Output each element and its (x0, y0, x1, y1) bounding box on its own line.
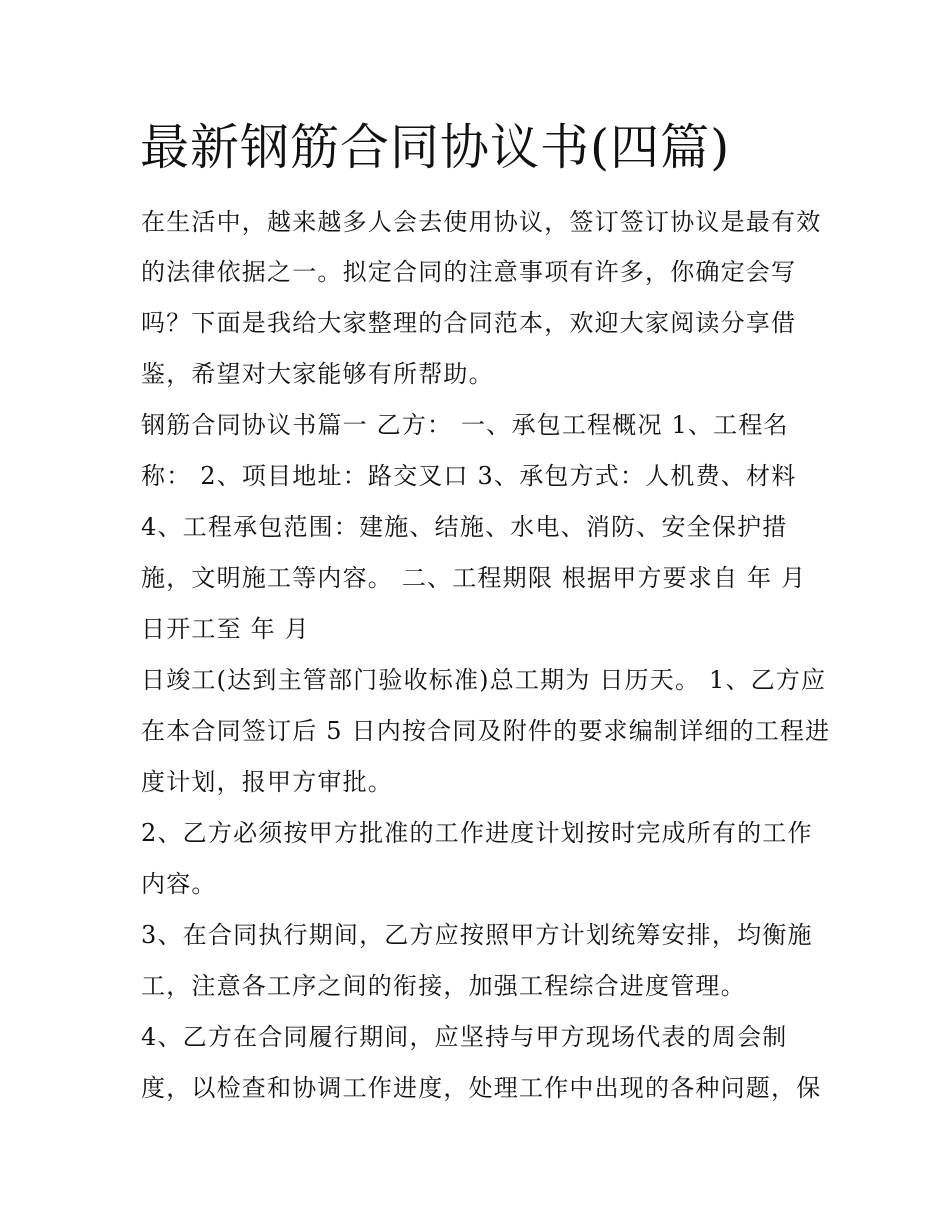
paragraph-line: 内容。 (141, 870, 217, 898)
paragraph-line: 度，以检查和协调工作进度，处理工作中出现的各种问题，保 (141, 1074, 822, 1102)
paragraph-line: 4、乙方在合同履行期间，应坚持与甲方现场代表的周会制 (141, 1023, 788, 1051)
document-title: 最新钢筋合同协议书(四篇) (140, 119, 731, 176)
paragraph-line: 吗？下面是我给大家整理的合同范本，欢迎大家阅读分享借 (141, 309, 797, 337)
paragraph-line: 度计划，报甲方审批。 (141, 768, 393, 796)
paragraph-line: 工，注意各工序之间的衔接，加强工程综合进度管理。 (141, 972, 746, 1000)
paragraph-line: 4、工程承包范围：建施、结施、水电、消防、安全保护措 (141, 513, 788, 541)
paragraph-line: 日竣工(达到主管部门验收标准)总工期为 日历天。 1、乙方应 (141, 666, 827, 694)
paragraph-line: 日开工至 年 月 (141, 615, 310, 643)
paragraph-line: 在生活中，越来越多人会去使用协议，签订签订协议是最有效 (141, 208, 822, 236)
paragraph-line: 称： 2、项目地址：路交叉口 3、承包方式：人机费、材料 (141, 462, 797, 490)
paragraph-line: 2、乙方必须按甲方批准的工作进度计划按时完成所有的工作 (141, 819, 813, 847)
paragraph-line: 鉴，希望对大家能够有所帮助。 (141, 360, 494, 388)
paragraph-line: 施，文明施工等内容。 二、工程期限 根据甲方要求自 年 月 (141, 564, 807, 592)
paragraph-line: 钢筋合同协议书篇一 乙方： 一、承包工程概况 1、工程名 (141, 411, 789, 439)
paragraph-line: 在本合同签订后 5 日内按合同及附件的要求编制详细的工程进 (141, 717, 831, 745)
paragraph-line: 的法律依据之一。拟定合同的注意事项有许多，你确定会写 (141, 258, 797, 286)
paragraph-line: 3、在合同执行期间，乙方应按照甲方计划统筹安排，均衡施 (141, 921, 813, 949)
